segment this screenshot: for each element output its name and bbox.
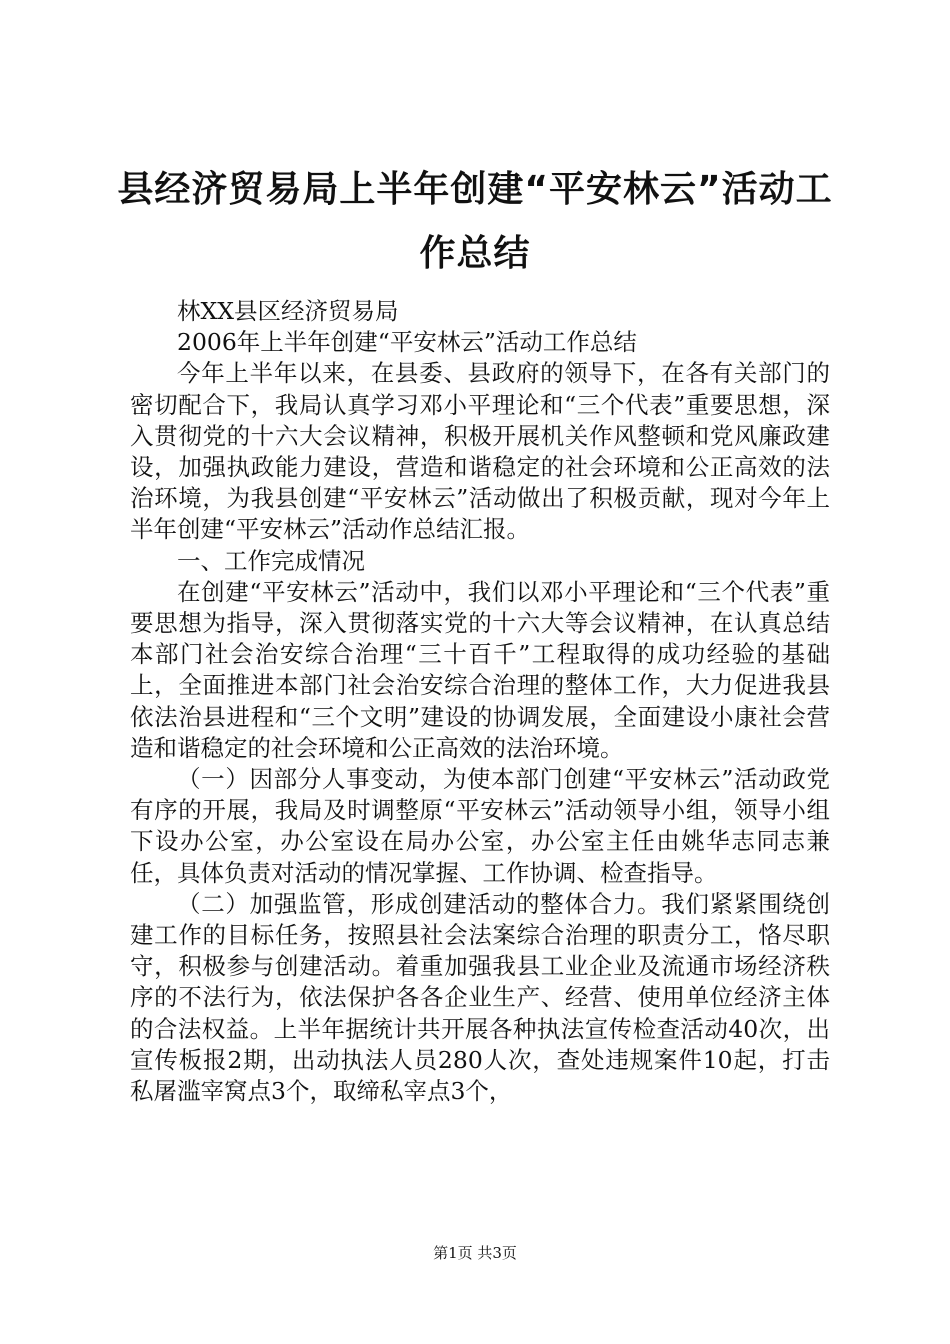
section-heading-1: 一、工作完成情况 xyxy=(177,546,365,575)
paragraph-intro: 今年上半年以来，在县委、县政府的领导下，在各有关部门的密切配合下，我局认真学习邓小平理论和“三个代表”重要思想，深入贯彻党的十六大会议精神，积极开展机关作风整顿和党风廉政建设，加强执政能力建设，营造和谐稳定的社会环境和公正高效的法治环境，为我县创建“平安林云”活动做出了积极贡献，现对今年上半年创建“平安林云”活动作总结汇报。 xyxy=(130,359,830,544)
document-title: 县经济贸易局上半年创建“平安林云”活动工作总结 xyxy=(117,169,833,274)
paragraph-item-1: （一）因部分人事变动，为使本部门创建“平安林云”活动政党有序的开展，我局及时调整原“平安林云”活动领导小组，领导小组下设办公室，办公室设在局办公室，办公室主任由姚华志同志兼任，具体负责对活动的情况掌握、工作协调、检查指导。 xyxy=(130,765,830,887)
document-body xyxy=(130,296,830,1107)
paragraph-org-name: 林XX县区经济贸易局 xyxy=(177,297,399,325)
paragraph-section-1: 在创建“平安林云”活动中，我们以邓小平理论和“三个代表”重要思想为指导，深入贯彻落实党的十六大等会议精神，在认真总结本部门社会治安综合治理“三十百千”工程取得的成功经验的基础上，全面推进本部门社会治安综合治理的整体工作，大力促进我县依法治县进程和“三个文明”建设的协调发展，全面建设小康社会营造和谐稳定的社会环境和公正高效的法治环境。 xyxy=(130,577,830,762)
paragraph-subtitle: 2006年上半年创建“平安林云”活动工作总结 xyxy=(177,328,637,357)
paragraph-item-2: （二）加强监管，形成创建活动的整体合力。我们紧紧围绕创建工作的目标任务，按照县社会法案综合治理的职责分工，恪尽职守，积极参与创建活动。着重加强我县工业企业及流通市场经济秩序的不法行为，依法保护各各企业生产、经营、使用单位经济主体的合法权益。上半年据统计共开展各种执法宣传检查活动40次，出宣传板报2期，出动执法人员280人次，查处违规案件10起，打击私屠滥宰窝点3个，取缔私宰点3个， xyxy=(130,889,830,1106)
page-footer: 第1页 共3页 xyxy=(433,1244,517,1262)
